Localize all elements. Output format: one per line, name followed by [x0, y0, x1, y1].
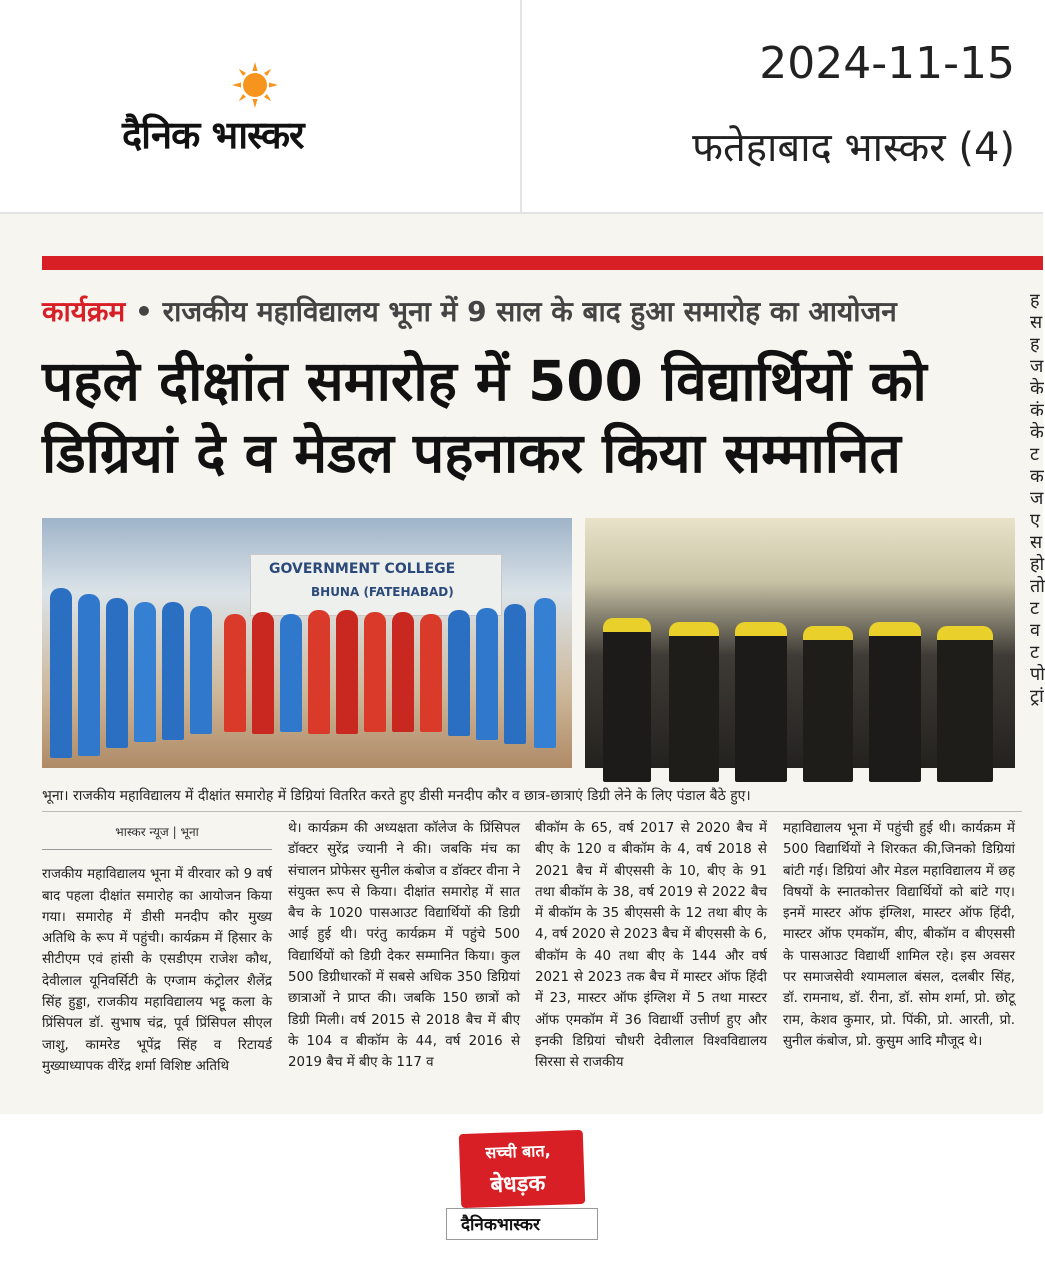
column-1-text: राजकीय महाविद्यालय भूना में वीरवार को 9 वर्ष बाद पहला दीक्षांत समारोह का आयोजन किया गया। समारोह में डीसी मनदीप कौर मुख्य अतिथि के रूप में पहुंची। कार्यक्रम में हिसार के सीटीएम एवं हांसी के एसडीएम राजेश कौथ, देवीलाल यूनिवर्सिटी के एग्जाम कंट्रोलर शैलेंद्र सिंह हुड्डा, राजकीय महाविद्यालय भट्टू कला के प्रिंसिपल डॉ. सुभाष चंद्र, पूर्व प्रिंसिपल सीएल जाशु, कामरेड भूपेंद्र सिंह व रिटायर्ड मुख्याध्यापक वीरेंद्र शर्मा विशिष्ट अतिथि [42, 867, 272, 1074]
stamp-red-badge [459, 1130, 586, 1208]
seated-graduate-figure [603, 618, 651, 782]
adjacent-article-strip: ह स ह ज के कं के ट क ज ए स हो तो ट व ट पो ट्रां [1030, 290, 1045, 707]
graduate-figure [106, 598, 128, 748]
faculty-figure [308, 610, 330, 734]
brand-logo-text: दैनिक भास्कर [122, 113, 304, 157]
publication-date: 2024-11-15 [759, 38, 1015, 89]
banner-line-1: GOVERNMENT COLLEGE [269, 561, 456, 577]
page-header [0, 0, 1043, 214]
graduate-figure [162, 602, 184, 740]
kicker-separator: • [125, 295, 163, 328]
article-column-3: बीकॉम के 65, वर्ष 2017 से 2020 बैच में बीए के 120 व बीकॉम के 4, वर्ष 2018 से 2021 बैच में बीएससी के 10, बीए के 91 तथा बीकॉम के 38, वर्ष 2019 से 2022 बैच में बीकॉम के 35 बीएससी के 12 तथा बीए के 4, वर्ष 2020 से 2023 बैच में बीएससी के 6, बीकॉम के 40 तथा बीए के 144 और वर्ष 2021 से 2023 तक बैच में मास्टर ऑफ हिंदी में 23, मास्टर ऑफ इंग्लिश में 5 तथा मास्टर ऑफ एमकॉम में 36 विद्यार्थी उत्तीर्ण हुए और इनकी डिग्रियां चौधरी देवीलाल विश्वविद्यालय सिरसा से राजकीय [535, 821, 767, 1071]
faculty-figure [420, 614, 442, 732]
seated-graduate-figure [735, 622, 787, 782]
faculty-figure [336, 610, 358, 734]
stamp-logo [446, 1208, 598, 1240]
college-banner [250, 554, 502, 616]
seated-graduate-figure [869, 622, 921, 782]
graduate-figure [476, 608, 498, 740]
photo-stage-group [42, 518, 572, 768]
seated-graduate-figure [937, 626, 993, 782]
graduate-figure [78, 594, 100, 756]
graduate-figure [504, 604, 526, 744]
faculty-figure [364, 612, 386, 732]
faculty-figure [392, 612, 414, 732]
photo-caption: भूना। राजकीय महाविद्यालय में दीक्षांत समारोह में डिग्रियां वितरित करते हुए डीसी मनदीप कौर व छात्र-छात्राएं डिग्री लेने के लिए पंडाल बैठे हुए। [42, 786, 1022, 812]
header-divider [520, 0, 522, 212]
graduate-figure [50, 588, 72, 758]
stamp-line-2: बेधड़क [490, 1171, 546, 1199]
faculty-figure [224, 614, 246, 732]
red-rule [42, 256, 1043, 270]
article-column-1 [42, 818, 272, 1077]
graduate-figure [190, 606, 212, 734]
byline: भास्कर न्यूज | भूना [42, 818, 272, 850]
edition-name: फतेहाबाद भास्कर (4) [692, 125, 1015, 171]
banner-line-2: BHUNA (FATEHABAD) [311, 585, 454, 599]
article-kicker [42, 292, 897, 330]
graduate-figure [134, 602, 156, 742]
sun-logo-icon [232, 62, 278, 108]
graduate-figure [448, 610, 470, 736]
faculty-figure [252, 612, 274, 734]
graduate-figure [280, 614, 302, 732]
kicker-label: कार्यक्रम [42, 295, 126, 328]
article-headline [42, 345, 1022, 489]
brand-stamp [446, 1132, 596, 1244]
headline-line-1: पहले दीक्षांत समारोह में 500 विद्यार्थियों को [42, 349, 927, 413]
article-column-2: थे। कार्यक्रम की अध्यक्षता कॉलेज के प्रिंसिपल डॉक्टर सुरेंद्र ज्यानी ने की। जबकि मंच का संचालन प्रोफेसर सुनील कंबोज व डॉक्टर वीना ने संयुक्त रूप से किया। दीक्षांत समारोह में सात बैच के 1020 पासआउट विद्यार्थियों की डिग्री आई हुई थी। परंतु कार्यक्रम में पहुंचे 500 विद्यार्थियों को डिग्री देकर सम्मानित किया। कुल 500 डिग्रीधारकों में सबसे अधिक 350 डिग्रियां छात्राओं ने प्राप्त की। जबकि 150 छात्रों को डिग्री मिली। वर्ष 2015 से 2018 बैच में बीए के 104 व बीकॉम के 44, वर्ष 2016 से 2019 बैच में बीए के 117 व [288, 821, 520, 1071]
kicker-text: राजकीय महाविद्यालय भूना में 9 साल के बाद हुआ समारोह का आयोजन [162, 295, 897, 328]
stamp-line-1: सच्ची बात, [485, 1140, 551, 1163]
photo-seated-graduates [585, 518, 1015, 768]
seated-graduate-figure [803, 626, 853, 782]
seated-graduate-figure [669, 622, 719, 782]
graduate-figure [534, 598, 556, 748]
stamp-logo-text: दैनिकभास्कर [461, 1215, 540, 1235]
article-column-4: महाविद्यालय भूना में पहुंची हुई थी। कार्यक्रम में 500 विद्यार्थियों ने शिरकत की,जिनको डिग्रियां बांटी गई। डिग्रियां और मेडल महाविद्यालय में छह विषयों के स्नातकोत्तर विद्यार्थियों को बांटे गए। इनमें मास्टर ऑफ इंग्लिश, मास्टर ऑफ हिंदी, मास्टर ऑफ एमकॉम, बीए, बीकॉम व बीएससी के पासआउट विद्यार्थी शामिल रहे। इस अवसर पर समाजसेवी श्यामलाल बंसल, दलबीर सिंह, डॉ. रामनाथ, डॉ. रीना, डॉ. सोम शर्मा, प्रो. छोटू राम, केशव कुमार, प्रो. पिंकी, प्रो. आरती, प्रो. सुनील कंबोज, प्रो. कुसुम आदि मौजूद थे। [783, 821, 1015, 1049]
headline-line-2: डिग्रियां दे व मेडल पहनाकर किया सम्मानित [42, 421, 901, 485]
